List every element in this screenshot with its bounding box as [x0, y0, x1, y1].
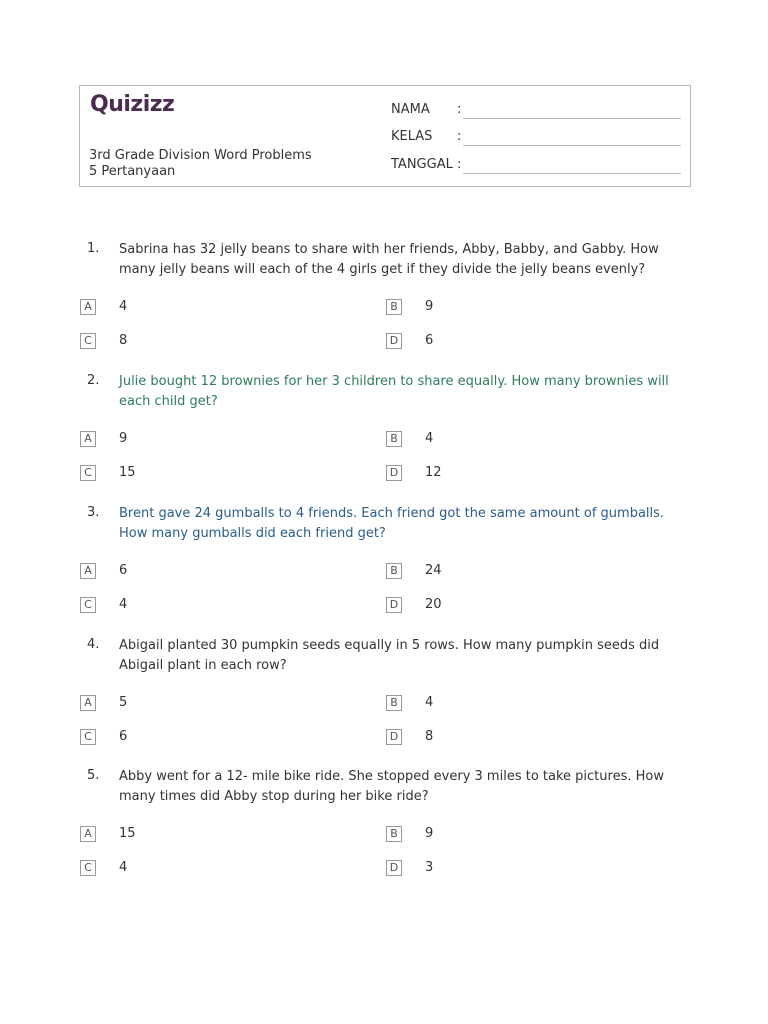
- option-letter-box[interactable]: C: [80, 597, 96, 613]
- option-value: 4: [119, 299, 128, 314]
- class-line[interactable]: [463, 145, 681, 146]
- option-letter-box[interactable]: C: [80, 729, 96, 745]
- option-letter-box[interactable]: A: [80, 299, 96, 315]
- question-text: Sabrina has 32 jelly beans to share with her friends, Abby, Babby, and Gabby. How many jelly beans will each of the 4 girls get if they divide the jelly beans evenly?: [119, 242, 659, 277]
- option-value: 4: [119, 597, 128, 612]
- option-letter-box[interactable]: B: [386, 431, 402, 447]
- worksheet-title: 3rd Grade Division Word Problems: [89, 148, 312, 163]
- class-colon: :: [457, 129, 462, 144]
- option-value: 20: [425, 597, 442, 612]
- worksheet-header: [79, 85, 691, 187]
- option-value: 9: [119, 431, 128, 446]
- option-letter-box[interactable]: D: [386, 333, 402, 349]
- option-letter-box[interactable]: D: [386, 465, 402, 481]
- option-letter-box[interactable]: C: [80, 860, 96, 876]
- option-letter-box[interactable]: A: [80, 826, 96, 842]
- question-number: 2.: [87, 373, 100, 388]
- date-label: TANGGAL :: [391, 157, 462, 172]
- option-value: 6: [119, 563, 128, 578]
- option-letter-box[interactable]: B: [386, 826, 402, 842]
- question-text: Abigail planted 30 pumpkin seeds equally in 5 rows. How many pumpkin seeds did Abigail plant in each row?: [119, 638, 660, 673]
- question-text: Brent gave 24 gumballs to 4 friends. Each friend got the same amount of gumballs. How many gumballs did each friend get?: [119, 506, 665, 541]
- question-text: Abby went for a 12- mile bike ride. She stopped every 3 miles to take pictures. How many times did Abby stop during her bike ride?: [119, 769, 664, 804]
- option-letter-box[interactable]: B: [386, 299, 402, 315]
- option-letter-box[interactable]: C: [80, 333, 96, 349]
- option-value: 4: [119, 860, 128, 875]
- class-label: KELAS: [391, 129, 433, 144]
- option-value: 6: [119, 729, 128, 744]
- option-letter-box[interactable]: B: [386, 563, 402, 579]
- question-number: 1.: [87, 241, 100, 256]
- option-value: 8: [425, 729, 434, 744]
- option-value: 15: [119, 826, 136, 841]
- option-value: 12: [425, 465, 442, 480]
- question-number: 4.: [87, 637, 100, 652]
- question-count: 5 Pertanyaan: [89, 164, 176, 179]
- option-letter-box[interactable]: D: [386, 860, 402, 876]
- option-value: 3: [425, 860, 434, 875]
- quizizz-logo: Quizizz: [90, 92, 175, 117]
- name-colon: :: [457, 102, 462, 117]
- question-text: Julie bought 12 brownies for her 3 children to share equally. How many brownies will each child get?: [119, 374, 669, 409]
- option-value: 24: [425, 563, 442, 578]
- option-value: 8: [119, 333, 128, 348]
- option-value: 6: [425, 333, 434, 348]
- date-line[interactable]: [463, 173, 681, 174]
- option-value: 4: [425, 431, 434, 446]
- option-value: 5: [119, 695, 128, 710]
- name-line[interactable]: [463, 118, 681, 119]
- option-value: 9: [425, 826, 434, 841]
- option-value: 15: [119, 465, 136, 480]
- option-letter-box[interactable]: D: [386, 729, 402, 745]
- option-letter-box[interactable]: A: [80, 563, 96, 579]
- option-value: 4: [425, 695, 434, 710]
- question-number: 5.: [87, 768, 100, 783]
- option-letter-box[interactable]: D: [386, 597, 402, 613]
- name-label: NAMA: [391, 102, 430, 117]
- option-letter-box[interactable]: B: [386, 695, 402, 711]
- option-value: 9: [425, 299, 434, 314]
- option-letter-box[interactable]: A: [80, 695, 96, 711]
- question-number: 3.: [87, 505, 100, 520]
- option-letter-box[interactable]: A: [80, 431, 96, 447]
- option-letter-box[interactable]: C: [80, 465, 96, 481]
